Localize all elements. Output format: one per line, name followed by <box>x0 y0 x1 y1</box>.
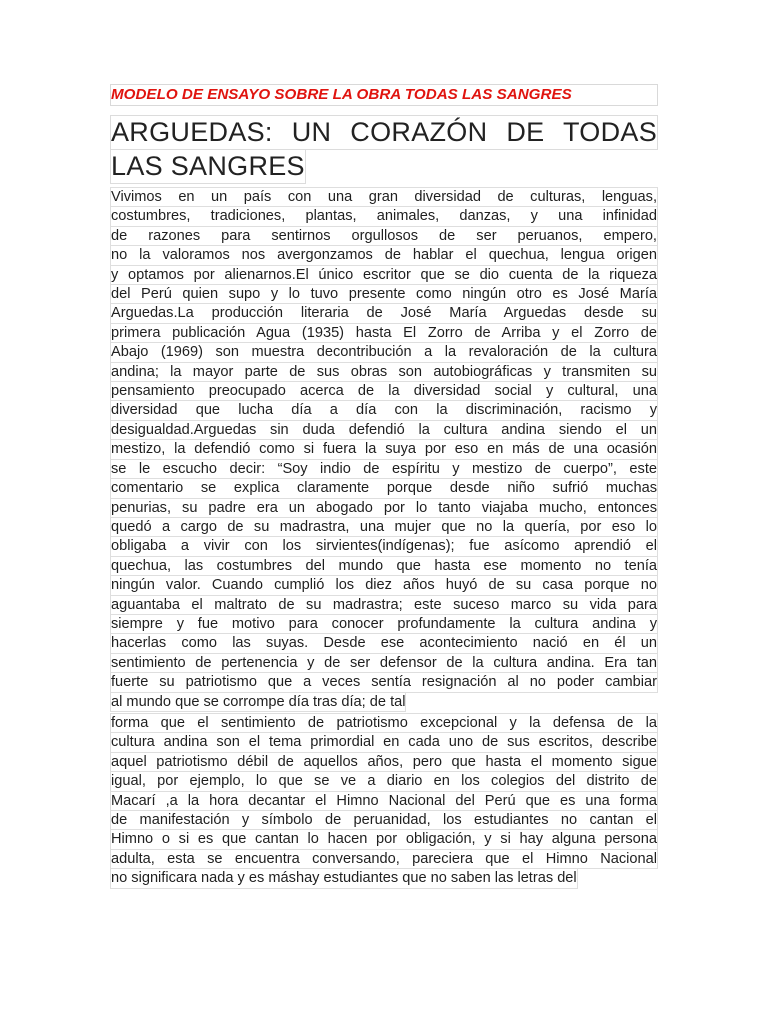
text-line: quechua, las costumbres del mundo que hasta ese momento no tenía <box>110 556 658 576</box>
text-line: Vivimos en un país con una gran diversidad de culturas, lenguas, <box>110 187 658 207</box>
text-line: andina; la mayor parte de sus obras son autobiográficas y transmiten su <box>110 362 658 382</box>
text-line: hacerlas como las suyas. Desde ese acontecimiento nació en él un <box>110 633 658 653</box>
title-line: LAS SANGRES <box>110 149 306 184</box>
text-line: Arguedas.La producción literaria de José María Arguedas desde su <box>110 303 658 323</box>
text-line: primera publicación Agua (1935) hasta El Zorro de Arriba y el Zorro de <box>110 323 658 343</box>
text-line: costumbres, tradiciones, plantas, animales, danzas, y una infinidad <box>110 206 658 226</box>
text-line: de razones para sentirnos orgullosos de ser peruanos, empero, <box>110 226 658 246</box>
text-line: Himno o si es que cantan lo hacen por obligación, y si hay alguna persona <box>110 829 658 849</box>
text-line: cultura andina son el tema primordial en cada uno de sus escritos, describe <box>110 732 658 752</box>
text-line: pensamiento preocupado acerca de la diversidad social y cultural, una <box>110 381 658 401</box>
text-line: al mundo que se corrompe día tras día; de tal <box>110 692 406 712</box>
paragraph-1 <box>110 187 658 716</box>
text-line: no significara nada y es máshay estudiantes que no saben las letras del <box>110 868 578 888</box>
text-line: sentimiento de pertenencia y de ser defensor de la cultura andina. Era tan <box>110 653 658 673</box>
text-line: siempre y fue motivo para conocer profundamente la cultura andina y <box>110 614 658 634</box>
text-line: y optamos por alienarnos.El único escritor que se dio cuenta de la riqueza <box>110 265 658 285</box>
title-line: ARGUEDAS: UN CORAZÓN DE TODAS <box>110 115 658 150</box>
text-line: quedó a cargo de su madrastra, una mujer que no la quería, por eso lo <box>110 517 658 537</box>
text-line: igual, por ejemplo, lo que se ve a diario en los colegios del distrito de <box>110 771 658 791</box>
text-line: aquel patriotismo débil de aquellos años, pero que hasta el momento sigue <box>110 752 658 772</box>
text-line: de manifestación y símbolo de peruanidad, los estudiantes no cantan el <box>110 810 658 830</box>
text-line: forma que el sentimiento de patriotismo excepcional y la defensa de la <box>110 713 658 733</box>
document-page <box>110 84 658 887</box>
text-line: penurias, su padre era un abogado por lo tanto viajaba mucho, entonces <box>110 498 658 518</box>
text-line: se le escucho decir: “Soy indio de espíritu y mestizo de cuerpo”, este <box>110 459 658 479</box>
text-line: no la valoramos nos avergonzamos de hablar el quechua, lengua origen <box>110 245 658 265</box>
text-line: Abajo (1969) son muestra decontribución a la revaloración de la cultura <box>110 342 658 362</box>
text-line: fuerte su patriotismo que a veces sentía resignación al no poder cambiar <box>110 672 658 692</box>
text-line: comentario se explica claramente porque desde niño sufrió muchas <box>110 478 658 498</box>
text-line: desigualdad.Arguedas sin duda defendió la cultura andina siendo el un <box>110 420 658 440</box>
document-subtitle: MODELO DE ENSAYO SOBRE LA OBRA TODAS LAS SANGRES <box>110 84 658 106</box>
text-line: Macarí ,a la hora decantar el Himno Nacional del Perú que es una forma <box>110 791 658 811</box>
text-line: diversidad que lucha día a día con la discriminación, racismo y <box>110 400 658 420</box>
text-line: ningún valor. Cuando cumplió los diez años huyó de su casa porque no <box>110 575 658 595</box>
text-line: obligaba a vivir con los sirvientes(indígenas); fue asícomo aprendió el <box>110 536 658 556</box>
text-line: adulta, esta se encuentra conversando, pareciera que el Himno Nacional <box>110 849 658 869</box>
text-line: aguantaba el maltrato de su madrastra; este suceso marco su vida para <box>110 595 658 615</box>
text-line: mestizo, la defendió como si fuera la suya por eso en más de una ocasión <box>110 439 658 459</box>
text-line: del Perú quien supo y lo tuvo presente como ningún otro es José María <box>110 284 658 304</box>
document-title <box>110 115 658 183</box>
paragraph-2 <box>110 713 658 893</box>
